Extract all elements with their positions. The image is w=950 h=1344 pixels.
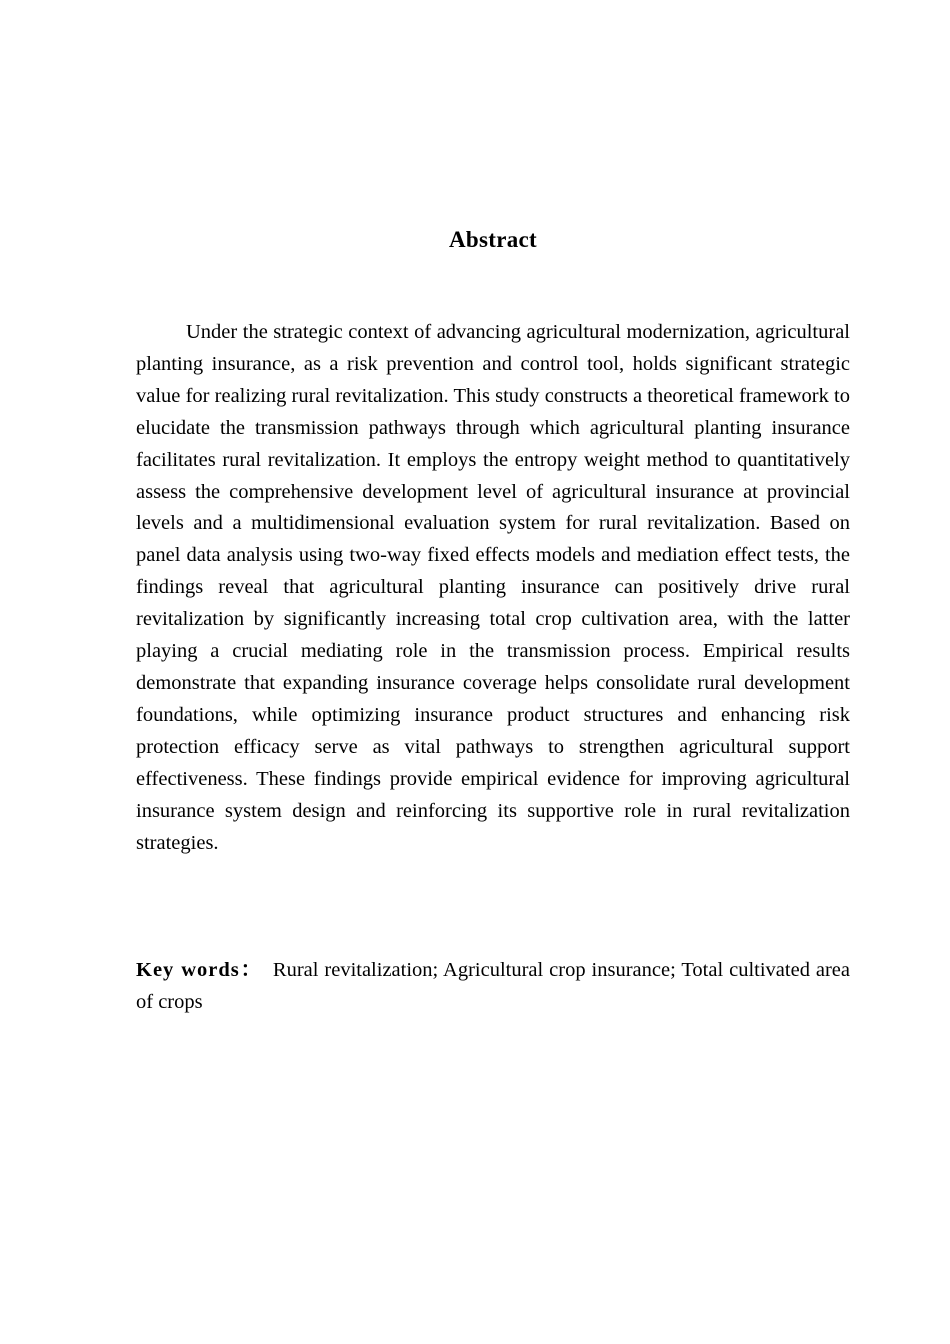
keywords-label: Key words： [136, 959, 263, 981]
abstract-paragraph: Under the strategic context of advancing agricultural modernization, agricultural planting insurance, as a risk prevention and control tool, holds significant strategic value for realizing rural revitalization. This study constructs a theoretical framework to elucidate the transmission pathways through which agricultural planting insurance facilitates rural revitalization. It employs the entropy weight method to quantitatively assess the comprehensive development level of agricultural insurance at provincial levels and a multidimensional evaluation system for rural revitalization. Based on panel data analysis using two-way fixed effects models and mediation effect tests, the findings reveal that agricultural planting insurance can positively drive rural revitalization by significantly increasing total crop cultivation area, with the latter playing a crucial mediating role in the transmission process. Empirical results demonstrate that expanding insurance coverage helps consolidate rural development foundations, while optimizing insurance product structures and enhancing risk protection efficacy serve as vital pathways to strengthen agricultural support effectiveness. These findings provide empirical evidence for improving agricultural insurance system design and reinforcing its supportive role in rural revitalization strategies. [136, 321, 850, 854]
keywords-line [136, 955, 850, 1019]
keywords-text: Rural revitalization; Agricultural crop insurance; Total cultivated area of crops [136, 959, 851, 1013]
page-title: Abstract [449, 227, 537, 252]
